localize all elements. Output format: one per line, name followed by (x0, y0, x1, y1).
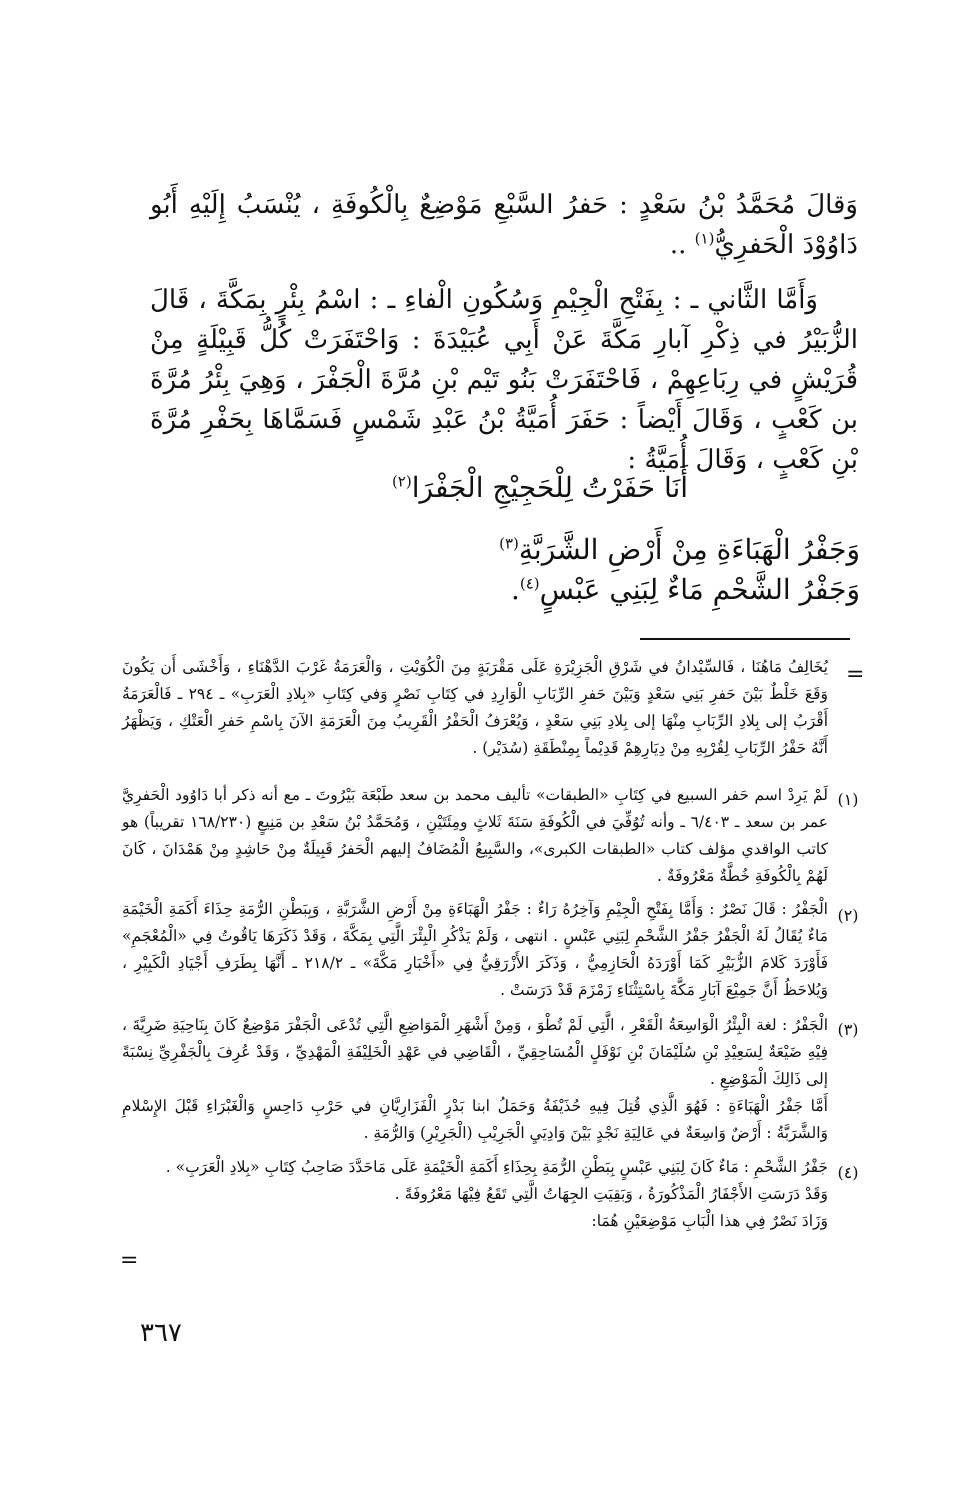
paragraph-2 (150, 280, 858, 480)
verse-lines-2 (380, 530, 860, 610)
verse-line-2b-end: . (510, 573, 520, 606)
footnote-ref-2: (٢) (391, 472, 412, 491)
continues-mark: = (120, 1248, 139, 1273)
footnote-ref-3: (٣) (499, 534, 519, 553)
verse-line-1 (340, 468, 740, 508)
verse-line-2b-text: وَجَفْرُ الشَّحْمِ مَاءٌ لِبَنِي عَبْسٍ (539, 573, 860, 606)
footnote-4-text: جَفْرُ الشَّحْمِ : مَاءٌ كَانَ لِبَنِي عَبْسٍ بِبَطْنِ الرُّمَةِ بِحِذَاءِ أَكَمَةِ الْخَيْمَةِ عَلَى مَاحَدَّدَ صَاحِبُ كِتَابِ «بِلادِ الْعَرَبِ» . (165, 1158, 828, 1176)
footnote-3 (122, 1012, 828, 1147)
footnote-continued (122, 654, 828, 762)
verse-line-2a (380, 530, 860, 570)
paragraph-1 (150, 185, 858, 265)
continuation-mark: = (846, 662, 865, 687)
verse-line-2a-text: وَجَفْرُ الْهَبَاءَةِ مِنْ أَرْضِ الشَّرَبَّةِ (518, 533, 860, 566)
verse-line-1-text: أَنَا حَفَرْتُ لِلْحَجِيْجِ الْجَفْرَا (411, 471, 689, 504)
footnote-ref-4: (٤) (519, 574, 540, 593)
footnote-2-text: الْجَفْرُ : قَالَ نَصْرٌ : وَأَمَّا بِفَتْحِ الْجِيْمِ وَآخِرُهُ رَاءٌ : جَفْرُ الْهَبَاءَةِ مِنْ أَرْضِ الشَّرَبَّةِ ، وَبِبَطْنِ الرُّمَةِ حِذَاءَ أَكَمَةِ الْخَيْمَةِ مَاءٌ يُقَالُ لَهُ الْجَفْرُ جَفْرُ الشَّحْمِ لِبَنِي عَبْسٍ . انتهى ، وَلَمْ يَذْكُرِ الْبِئْرَ الَّتِي بِمَكَّةَ ، وَقَدْ ذَكَرَهَا يَاقُوتُ فِي «الْمُعْجَمِ» فَأَوْرَدَ كَلامَ الزُّبَيْرِ كَمَا أَوْرَدَهُ الْحَازِمِيُّ ، وَذَكَرَ الأَزْرَقِيُّ فِي «أَخْبَارِ مَكَّةَ» ـ ٢١٨/٢ ـ أَنَّهَا بِطَرَفِ أَجْيَادِ الْكَبِيْرِ ، وَيُلاحَظُ أَنَّ جَمِيْعَ آبَارِ مَكَّةَ بِاسْتِثْنَاءِ زَمْزَمَ قَدْ دَرَسَتْ . (122, 900, 828, 999)
paragraph-1-end: .. (669, 230, 695, 260)
page-number: ٣٦٧ (140, 1318, 182, 1348)
footnote-3-text: الْجَفْرُ : لغة الْبِئْرُ الْوَاسِعَةُ الْقَعْرِ ، الَّتِي لَمْ تُطْوَ ، وَمِنْ أَشْهَرِ الْمَوَاضِعِ الَّتِي تُدْعَى الْجَفْرَ مَوْضِعٌ كَانَ بِنَاحِيَةِ ضَرِيَّةَ ، فِيْهِ ضَيْعَةٌ لِسَعِيْدِ بْنِ سُلَيْمَانَ بْنِ نَوْفَلٍ الْمُسَاحِقِيِّ ، الْقَاضِي في عَهْدِ الْخَلِيْفَةِ الْمَهْدِيِّ ، وَقَدْ عُرِفَ بِالْجَفْرِيِّ نِسْبَةً إلى ذَالِكَ الْمَوْضِعِ . (122, 1016, 828, 1088)
footnote-ref-1: (١) (694, 229, 715, 248)
footnote-4-number: (٤) (837, 1163, 859, 1182)
footnote-2-number: (٢) (837, 906, 859, 925)
footnote-4 (122, 1154, 828, 1235)
footnote-continued-text: يُخَالِفُ مَاهُنَا ، فَالسِّيْدانُ في شَرْقِ الْجَزِيْرَةِ عَلَى مَقْرَبَةٍ مِنَ الْكُوَيْتِ ، وَالْعَرَمَةُ غَرْبَ الدَّهْنَاءِ ، وَأَخْشَى أَن يَكُونَ وَقَعَ خَلْطٌ بَيْنَ حَفرِ بَنِي سَعْدٍ وَبَيْنَ حَفرِ الرِّبَابِ الْوَارِدِ في كِتَابِ نَصْرٍ وَفي كِتَابِ «بِلادِ الْعَرَبِ» ـ ٢٩٤ ـ فَالْعَرَمَةُ أَقْرَبُ إلى بِلادِ الرِّبَابِ مِنْهَا إلى بِلادِ بَنِي سَعْدٍ ، وَيُعْرَفُ الْحَفْرُ الْقَرِيبُ مِنَ الْعَرَمَةِ الآنَ بِاسْمِ حَفرِ الْعَتْكِ ، وَيَظْهَرُ أَنَّهُ حَفْرُ الرِّبَابِ لِقُرْبِهِ مِنْ دِيَارِهِمْ قَدِيْماً بِمِنْطَقَةِ (سُدَيْر) . (122, 658, 828, 757)
verse-line-2b (380, 570, 860, 610)
footnote-2 (122, 896, 828, 1004)
footnote-1-number: (١) (837, 790, 859, 809)
paragraph-1-text: وَقالَ مُحَمَّدُ بْنُ سَعْدٍ : حَفرُ السَّبْعِ مَوْضِعٌ بِالْكُوفَةِ ، يُنْسَبُ إِلَيْهِ أَبُو دَاوُوْدَ الْحَفرِيُّ (150, 190, 858, 260)
footnote-4-text-c: وَزَادَ نَصْرٌ فِي هذا الْبَابِ مَوْضِعَيْنِ هُمَا: (591, 1212, 828, 1230)
footnote-3-text-b: أَمَّا جَفْرُ الْهَبَاءَةِ : فَهُوَ الَّذِي قُتِلَ فِيهِ حُذَيْفَةُ وَحَمَلُ ابنا بَدْرٍ الْفَزَارِيَّانِ في حَرْبِ دَاحِسٍ وَالْغَبْرَاءِ قَبْلَ الإِسْلامِ وَالشَّرَبَّةُ : أَرْضٌ وَاسِعَةٌ في عَالِيَةِ نَجْدٍ بَيْنَ وَادِيَيِ الْجَرِيْبِ (الْجَرِيْرِ) وَالرُّمَةِ . (122, 1097, 828, 1142)
footnote-1-text: لَمْ يَرِدْ اسم حَفر السبيع في كِتَابِ «الطبقات» تأليف محمد بن سعد طَبْعَة بَيْرُوتَ ـ مع أنه ذكر أبا دَاوُود الْحَفرِيَّ عمر بن سعد ـ ٦/٤٠٣ ـ وأنه تُوُفِّيَ في الْكُوفَةِ سَنَةَ ثَلاثٍ ومِئَتَيْنِ ، وَمُحَمَّدُ بْنُ سَعْدِ بن مَنِيعٍ (١٦٨/٢٣٠ تقريباً) هو كاتب الواقدي مؤلف كتاب «الطبقات الكبرى»، والسَّبِيعُ الْمُضَافُ إليهم الْحَفرُ قَبِيلَةٌ مِنْ حَاشِدٍ مِنْ هَمْدَانَ ، كَانَ لَهُمْ بِالْكُوفَةِ خُطَّةٌ مَعْرُوفَةٌ . (122, 786, 828, 885)
paragraph-2-text: وَأَمَّا الثَّاني ـ : بِفَتْحِ الْجِيْمِ وَسُكُونِ الْفاءِ ـ : اسْمُ بِئْرٍ بِمَكَّةَ ، قَالَ الزُّبَيْرُ في ذِكْرِ آبارِ مَكَّةَ عَنْ أَبِي عُبَيْدَةَ : وَاحْتَفَرَتْ كُلُّ قَبِيْلَةٍ مِنْ قُرَيْشٍ في رِبَاعِهِمْ ، فَاحْتَفَرَتْ بَنُو تَيْم بْنِ مُرَّةَ الْجَفْرَ ، وَهِيَ بِئْرُ مُرَّةَ بن كَعْبٍ ، وَقَالَ أَيْضاً : حَفَرَ أُمَيَّةُ بْنُ عَبْدِ شَمْسٍ فَسَمَّاهَا بِحَفْرِ مُرَّةَ بْنِ كَعْبٍ ، وَقَالَ أُمَيَّةُ : (150, 285, 858, 475)
footnote-3-number: (٣) (837, 1020, 859, 1039)
footnote-1 (122, 782, 828, 890)
footnote-4-text-b: وَقَدْ دَرَسَتِ الأَجْفَارُ الْمَذْكُورَةُ ، وَبَقِيَتِ الجِهَاتُ الَّتِي تَقَعُ فِيْهَا مَعْرُوفَةً . (394, 1185, 828, 1203)
footnote-separator (640, 638, 850, 640)
